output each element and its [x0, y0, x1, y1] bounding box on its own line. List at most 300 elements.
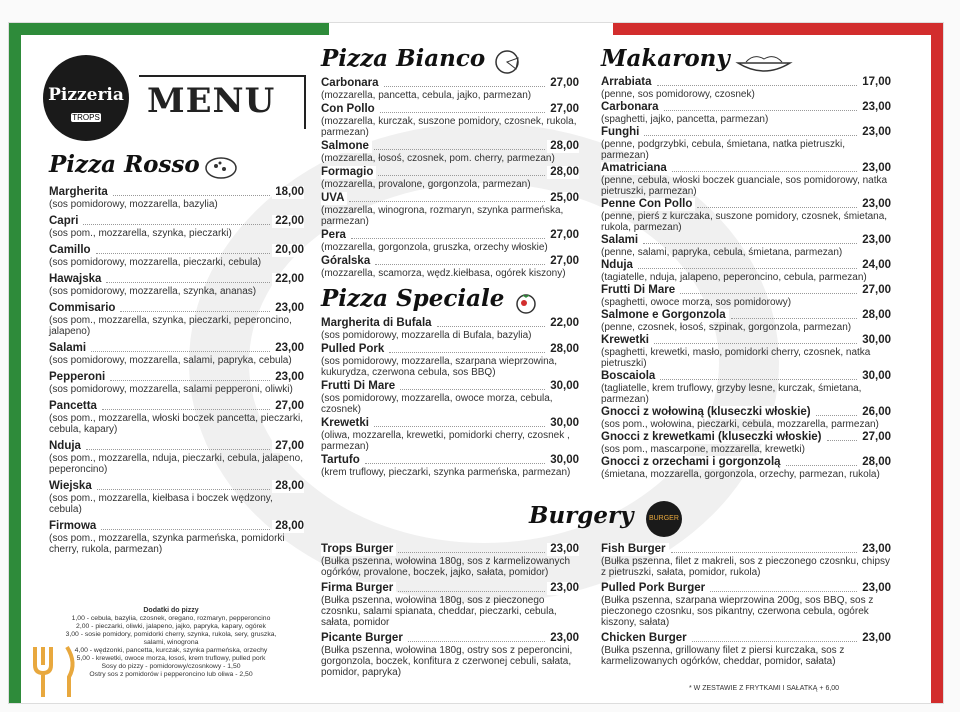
leader-dots: [638, 259, 857, 269]
menu-item-price: 23,00: [859, 543, 891, 556]
menu-item-description: (sos pomidorowy, mozzarella, owoce morza, cebula, czosnek): [321, 392, 553, 415]
menu-item: [601, 431, 891, 455]
menu-title: MENU: [147, 81, 276, 121]
menu-item-price: 23,00: [272, 371, 304, 384]
menu-item-row: [49, 371, 304, 384]
section-title: Pizza Bianco: [321, 45, 486, 72]
leader-dots: [86, 440, 270, 450]
pizza-addons: [61, 607, 281, 679]
menu-item-row: [601, 162, 891, 175]
menu-item-description: (penne, czosnek, łosoś, szpinak, gorgonzola, parmezan): [601, 321, 852, 333]
menu-item-name: Amatriciana: [601, 162, 670, 175]
menu-item-name: Formagio: [321, 166, 376, 179]
pizzeria-logo: [43, 55, 129, 141]
menu-item-row: [321, 255, 579, 268]
menu-item-row: [601, 234, 891, 247]
menu-item-description: (mozzarella, winogrona, rozmaryn, szynka parmeńska, parmezan): [321, 204, 564, 227]
flag-side-red: [931, 23, 943, 703]
menu-item: [321, 255, 579, 279]
menu-item-name: Carbonara: [601, 101, 662, 114]
menu-item: [601, 309, 891, 333]
menu-item-description: (spaghetti, krewetki, masło, pomidorki cherry, czosnek, natka pietruszki): [601, 346, 871, 369]
leader-dots: [91, 342, 270, 352]
addons-title: Dodatki do pizzy: [143, 607, 199, 614]
leader-dots: [827, 431, 858, 441]
section-header-makarony: [601, 45, 891, 75]
menu-item-price: 17,00: [859, 76, 891, 89]
pasta-bowl-icon: [734, 49, 794, 75]
section-header-bianco: [321, 45, 579, 75]
menu-item-price: 30,00: [547, 417, 579, 430]
leader-dots: [786, 456, 858, 466]
menu-item: [601, 101, 891, 125]
menu-item-description: (mozzarella, gorgonzola, gruszka, orzechy włoskie): [321, 241, 548, 253]
flag-stripe-green: [9, 23, 329, 35]
menu-item-name: Frutti Di Mare: [601, 284, 678, 297]
menu-item-description: (mozzarella, provalone, gorgonzola, parmezan): [321, 178, 531, 190]
leader-dots: [731, 309, 858, 319]
menu-item-price: 24,00: [859, 259, 891, 272]
menu-item-name: Chicken Burger: [601, 632, 690, 645]
menu-item: [321, 140, 579, 164]
menu-item-price: 28,00: [547, 166, 579, 179]
menu-item: [49, 440, 304, 475]
menu-item-price: 23,00: [859, 162, 891, 175]
menu-item-name: Krewetki: [321, 417, 372, 430]
tomato-icon: [509, 289, 543, 315]
menu-item-price: 23,00: [859, 632, 891, 645]
menu-item: [601, 126, 891, 161]
menu-item-price: 28,00: [859, 309, 891, 322]
menu-item-name: Boscaiola: [601, 370, 658, 383]
leader-dots: [101, 520, 270, 530]
menu-item-row: [601, 284, 891, 297]
leader-dots: [400, 380, 545, 390]
leader-dots: [375, 255, 545, 265]
menu-item-row: [321, 166, 579, 179]
menu-item-description: (penne, sos pomidorowy, czosnek): [601, 88, 755, 100]
menu-item-row: [321, 229, 579, 242]
leader-dots: [816, 406, 858, 416]
flag-stripe-red: [613, 23, 943, 35]
section-header-speciale: [321, 285, 579, 315]
leader-dots: [106, 273, 270, 283]
menu-item-description: (Bułka pszenna, filet z makreli, sos z pieczonego czosnku, chipsy z pietruszki, sałata, pomidor, rukola): [601, 556, 891, 578]
menu-item-row: [321, 380, 579, 393]
menu-item-name: Pera: [321, 229, 349, 242]
menu-item: [321, 229, 579, 253]
menu-item-row: [321, 77, 579, 90]
menu-item: [321, 343, 579, 378]
menu-item-description: (sos pomidorowy, mozzarella, salami, papryka, cebula): [49, 354, 292, 366]
makarony-list: [601, 76, 891, 480]
menu-item-price: 28,00: [859, 456, 891, 469]
logo-main-text: Pizzeria: [48, 85, 124, 105]
menu-item-price: 27,00: [547, 229, 579, 242]
menu-item-price: 23,00: [859, 126, 891, 139]
menu-item-name: Salami: [601, 234, 641, 247]
menu-item-name: Pulled Pork Burger: [601, 582, 708, 595]
leader-dots: [96, 244, 271, 254]
menu-item-row: [49, 244, 304, 257]
menu-item-row: [601, 632, 891, 645]
menu-item: [49, 400, 304, 435]
menu-item: [321, 192, 579, 227]
menu-item-name: Gnocci z wołowiną (kluseczki włoskie): [601, 406, 814, 419]
addon-line: Sosy do pizzy - pomidorowy/czosnkowy - 1,50: [101, 663, 241, 670]
menu-item-row: [601, 582, 891, 595]
menu-item: [601, 456, 891, 480]
menu-item-price: 23,00: [547, 582, 579, 595]
menu-item-description: (Bułka pszenna, grillowany filet z piersi kurczaka, sos z karmelizowanych ogórków, cheddar, pomidor, sałata): [601, 645, 845, 667]
menu-item: [49, 244, 304, 268]
leader-dots: [398, 582, 545, 592]
menu-item: [601, 284, 891, 308]
menu-item-name: Carbonara: [321, 77, 382, 90]
menu-item-price: 30,00: [547, 380, 579, 393]
addons-lines: [61, 615, 281, 679]
menu-item-row: [601, 101, 891, 114]
menu-item-description: (sos pom., mascarpone, mozzarella, krewetki): [601, 443, 805, 455]
menu-item-row: [321, 582, 579, 595]
menu-item-price: 27,00: [547, 77, 579, 90]
menu-item: [321, 77, 579, 101]
addon-line: 2,00 - pieczarki, oliwki, jalapeno, jajko, papryka, kapary, ogórek: [76, 623, 266, 630]
leader-dots: [408, 632, 545, 642]
leader-dots: [697, 198, 857, 208]
menu-item-row: [49, 342, 304, 355]
burger-note: * W ZESTAWIE Z FRYTKAMI I SAŁATKĄ + 6,00: [689, 685, 840, 692]
menu-item-name: Salami: [49, 342, 89, 355]
speciale-list: [321, 317, 579, 478]
menu-item: [601, 582, 891, 628]
menu-item: [601, 259, 891, 283]
menu-item-row: [601, 456, 891, 469]
leader-dots: [374, 140, 545, 150]
menu-item-name: Arrabiata: [601, 76, 655, 89]
menu-item-price: 27,00: [859, 431, 891, 444]
leader-dots: [680, 284, 857, 294]
menu-item-price: 28,00: [272, 480, 304, 493]
menu-item-row: [601, 543, 891, 556]
menu-item-price: 27,00: [272, 440, 304, 453]
menu-item: [601, 76, 891, 100]
menu-item-name: Nduja: [601, 259, 636, 272]
menu-item-description: (spaghetti, owoce morza, sos pomidorowy): [601, 296, 792, 308]
leader-dots: [389, 343, 545, 353]
menu-item-description: (sos pom., mozzarella, szynka, pieczarki): [49, 227, 232, 239]
menu-item-name: Salmone e Gorgonzola: [601, 309, 729, 322]
column-center: [321, 45, 579, 478]
menu-item-description: (sos pomidorowy, mozzarella, salami pepperoni, oliwki): [49, 383, 293, 395]
section-title: Makarony: [601, 45, 730, 72]
menu-item-description: (mozzarella, łosoś, czosnek, pom. cherry, parmezan): [321, 152, 555, 164]
section-title: Pizza Rosso: [49, 151, 200, 178]
menu-item-description: (tagliatelle, krem truflowy, grzyby lesne, kurczak, śmietana, parmezan): [601, 382, 862, 405]
menu-item-row: [49, 186, 304, 199]
leader-dots: [102, 400, 270, 410]
menu-item-description: (Bułka pszenna, wołowina 180g, sos z pieczonego czosnku, salami spianata, cheddar, pieczarki, cebula, sałata, pomidor: [321, 595, 557, 628]
bianco-list: [321, 77, 579, 279]
section-header-burgery: [529, 501, 682, 537]
leader-dots: [710, 582, 857, 592]
menu-item-description: (tagiatelle, nduja, jalapeno, peperoncino, cebula, parmezan): [601, 271, 867, 283]
leader-dots: [378, 166, 545, 176]
column-pizza-rosso: [49, 151, 304, 555]
menu-item: [321, 103, 579, 138]
menu-item-price: 27,00: [547, 103, 579, 116]
leader-dots: [351, 229, 545, 239]
section-header-rosso: [49, 151, 304, 181]
menu-item: [601, 406, 891, 430]
menu-item-price: 23,00: [859, 101, 891, 114]
menu-item: [49, 371, 304, 395]
menu-item-row: [601, 370, 891, 383]
menu-item: [49, 480, 304, 515]
menu-item-description: (sos pomidorowy, mozzarella, pieczarki, cebula): [49, 256, 262, 268]
menu-item-price: 28,00: [547, 343, 579, 356]
leader-dots: [398, 543, 545, 553]
menu-item-name: Trops Burger: [321, 543, 396, 556]
menu-item-row: [321, 543, 579, 556]
menu-item: [321, 454, 579, 478]
menu-item-price: 30,00: [547, 454, 579, 467]
addon-line: 3,00 - sosie pomidory, pomidorki cherry, szynka, rukola, sery, gruszka, salami, winogrona: [65, 631, 277, 646]
menu-sheet: [8, 22, 944, 704]
logo-sub-text: TROPS: [72, 113, 100, 122]
menu-item: [49, 342, 304, 366]
menu-item-name: Funghi: [601, 126, 642, 139]
leader-dots: [664, 101, 858, 111]
menu-item-price: 25,00: [547, 192, 579, 205]
menu-item-name: Fish Burger: [601, 543, 669, 556]
menu-item-row: [321, 192, 579, 205]
menu-item-price: 23,00: [859, 198, 891, 211]
leader-dots: [654, 334, 857, 344]
menu-item-price: 23,00: [547, 632, 579, 645]
menu-item-description: (sos pomidorowy, mozzarella, szynka, ananas): [49, 285, 257, 297]
menu-item-name: Nduja: [49, 440, 84, 453]
menu-item-row: [321, 454, 579, 467]
menu-item-name: Capri: [49, 215, 81, 228]
menu-item-row: [49, 520, 304, 533]
menu-item: [601, 334, 891, 369]
menu-item-row: [321, 140, 579, 153]
leader-dots: [113, 186, 270, 196]
menu-item-name: Penne Con Pollo: [601, 198, 695, 211]
addon-line: Ostry sos z pomidorów i pepperoncino lub oliwa - 2,50: [89, 671, 253, 678]
menu-item-name: Pancetta: [49, 400, 100, 413]
burger-list-right: [601, 539, 891, 667]
menu-item-description: (oliwa, mozzarella, krewetki, pomidorki cherry, czosnek , parmezan): [321, 429, 570, 452]
menu-item-name: Firmowa: [49, 520, 99, 533]
pizza-slice-icon: [490, 49, 524, 75]
menu-item: [601, 632, 891, 667]
menu-item-row: [49, 480, 304, 493]
menu-item-price: 27,00: [272, 400, 304, 413]
menu-item-description: (sos pom., mozzarella, szynka parmeńska, pomidorki cherry, rukola, parmezan): [49, 532, 285, 555]
menu-item-name: Wiejska: [49, 480, 95, 493]
leader-dots: [365, 454, 545, 464]
leader-dots: [437, 317, 546, 327]
menu-item-row: [601, 309, 891, 322]
menu-item-row: [321, 417, 579, 430]
menu-item: [601, 370, 891, 405]
section-title: Burgery: [529, 502, 634, 530]
menu-item-price: 20,00: [272, 244, 304, 257]
menu-item-description: (sos pomidorowy, mozzarella, bazylia): [49, 198, 218, 210]
leader-dots: [692, 632, 858, 642]
menu-item-description: (mozzarella, scamorza, wędz.kiełbasa, ogórek kiszony): [321, 267, 566, 279]
menu-item-row: [49, 215, 304, 228]
menu-item: [601, 162, 891, 197]
menu-item-description: (śmietana, mozzarella, gorgonzola, orzechy, parmezan, rukola): [601, 468, 880, 480]
menu-item-row: [321, 103, 579, 116]
menu-item-name: Pepperoni: [49, 371, 108, 384]
menu-item-price: 23,00: [547, 543, 579, 556]
menu-item-price: 27,00: [547, 255, 579, 268]
leader-dots: [660, 370, 857, 380]
menu-item-row: [49, 302, 304, 315]
menu-item-price: 30,00: [859, 370, 891, 383]
menu-item: [49, 273, 304, 297]
menu-item-description: (krem truflowy, pieczarki, szynka parmeńska, parmezan): [321, 466, 571, 478]
menu-item-price: 28,00: [272, 520, 304, 533]
leader-dots: [643, 234, 857, 244]
menu-item-name: Gnocci z krewetkami (kluseczki włoskie): [601, 431, 825, 444]
menu-item-description: (spaghetti, jajko, pancetta, parmezan): [601, 113, 769, 125]
burger-badge-icon: BURGER: [646, 501, 682, 537]
menu-item-price: 18,00: [272, 186, 304, 199]
menu-item: [321, 632, 579, 678]
menu-item-description: (sos pomidorowy, mozzarella, szarpana wieprzowina, kukurydza, czerwona cebula, sos BBQ): [321, 355, 558, 378]
menu-item-name: Frutti Di Mare: [321, 380, 398, 393]
menu-item-description: (penne, salami, papryka, cebula, śmietana, parmezan): [601, 246, 843, 258]
leader-dots: [384, 77, 546, 87]
menu-item-description: (penne, podgrzybki, cebula, śmietana, natka pietruszki, parmezan): [601, 138, 846, 161]
leader-dots: [644, 126, 857, 136]
menu-item-row: [601, 406, 891, 419]
menu-item-price: 26,00: [859, 406, 891, 419]
menu-item-description: (penne, pierś z kurczaka, suszone pomidory, czosnek, śmietana, rukola, parmezan): [601, 210, 888, 233]
menu-item-row: [601, 76, 891, 89]
menu-item: [321, 543, 579, 578]
menu-item: [321, 166, 579, 190]
menu-item-description: (sos pom., mozzarella, włoski boczek pancetta, pieczarki, cebula, kapary): [49, 412, 303, 435]
menu-item-name: Salmone: [321, 140, 372, 153]
menu-item-name: Gnocci z orzechami i gorgonzolą: [601, 456, 784, 469]
menu-item: [49, 520, 304, 555]
menu-item-description: (penne, cebula, włoski boczek guanciale, sos pomidorowy, natka pietruszki, parmezan): [601, 174, 888, 197]
menu-item: [601, 198, 891, 233]
menu-item-description: (sos pom., mozzarella, szynka, pieczarki, peperoncino, jalapeno): [49, 314, 292, 337]
addon-line: 5,00 - krewetki, owoce morza, łosoś, krem truflowy, pulled pork: [76, 655, 266, 662]
addon-line: 1,00 - cebula, bazylia, czosnek, oregano, rozmaryn, pepperoncino: [71, 615, 271, 622]
menu-item-name: UVA: [321, 192, 347, 205]
menu-item-row: [49, 400, 304, 413]
menu-item-price: 23,00: [859, 582, 891, 595]
menu-item-price: 23,00: [272, 342, 304, 355]
menu-item-description: (Bułka pszenna, szarpana wieprzowina 200g, sos BBQ, sos z pieczonego czosnku, sos pikantny, czerwona cebula, ogórek kiszony, sałata): [601, 595, 874, 628]
menu-item-price: 23,00: [272, 302, 304, 315]
leader-dots: [110, 371, 270, 381]
menu-item: [601, 543, 891, 578]
leader-dots: [97, 480, 270, 490]
menu-item: [49, 215, 304, 239]
menu-item-row: [49, 273, 304, 286]
menu-item: [321, 380, 579, 415]
leader-dots: [120, 302, 270, 312]
flag-side-green: [9, 23, 21, 703]
menu-item-name: Firma Burger: [321, 582, 396, 595]
column-makarony: [601, 45, 891, 480]
menu-item-description: (sos pom., mozzarella, kiełbasa i boczek wędzony, cebula): [49, 492, 273, 515]
menu-item-price: 27,00: [859, 284, 891, 297]
pizza-icon: [204, 155, 238, 181]
menu-item-row: [321, 632, 579, 645]
addon-line: 4,00 - wędzonki, pancetta, kurczak, szynka parmeńska, orzechy: [74, 647, 268, 654]
menu-item-name: Camillo: [49, 244, 94, 257]
menu-item-row: [601, 334, 891, 347]
burger-list-left: [321, 539, 579, 678]
menu-item-row: [321, 343, 579, 356]
menu-item-name: Commisario: [49, 302, 118, 315]
menu-item-name: Con Pollo: [321, 103, 378, 116]
menu-item: [321, 582, 579, 628]
menu-item-price: 22,00: [547, 317, 579, 330]
menu-item-row: [49, 440, 304, 453]
section-title: Pizza Speciale: [321, 284, 505, 312]
leader-dots: [374, 417, 545, 427]
menu-item-row: [601, 259, 891, 272]
fork-knife-icon: [27, 643, 85, 699]
menu-item-name: Pulled Pork: [321, 343, 387, 356]
menu-item-description: (mozzarella, pancetta, cebula, jajko, parmezan): [321, 89, 532, 101]
menu-item-name: Krewetki: [601, 334, 652, 347]
menu-item-price: 23,00: [859, 234, 891, 247]
leader-dots: [672, 162, 857, 172]
menu-item-description: (sos pom., wołowina, pieczarki, cebula, mozzarella, parmezan): [601, 418, 879, 430]
menu-item-description: (Bułka pszenna, wołowina 180g, sos z karmelizowanych ogórków, provalone, boczek, jajko, sałata, pomidor): [321, 556, 571, 578]
menu-item-row: [601, 431, 891, 444]
leader-dots: [83, 215, 270, 225]
menu-item-description: (Bułka pszenna, wołowina 180g, ostry sos z peperoncini, gorgonzola, boczek, konfitura z czerwonej cebuli, sałata, pomidor, papryka): [321, 645, 573, 678]
menu-item-row: [601, 198, 891, 211]
menu-item: [49, 186, 304, 210]
menu-item-name: Góralska: [321, 255, 373, 268]
menu-item-description: (mozzarella, kurczak, suszone pomidory, czosnek, rukola, parmezan): [321, 115, 577, 138]
menu-item-name: Margherita: [49, 186, 111, 199]
menu-item-price: 22,00: [272, 215, 304, 228]
menu-item-row: [601, 126, 891, 139]
menu-item-name: Tartufo: [321, 454, 363, 467]
leader-dots: [671, 543, 858, 553]
menu-item-price: 30,00: [859, 334, 891, 347]
menu-item-price: 28,00: [547, 140, 579, 153]
rosso-list: [49, 186, 304, 555]
menu-item: [321, 317, 579, 341]
menu-item-name: Picante Burger: [321, 632, 406, 645]
menu-item: [321, 417, 579, 452]
leader-dots: [657, 76, 858, 86]
menu-item-name: Margherita di Bufala: [321, 317, 435, 330]
menu-item: [49, 302, 304, 337]
menu-item-price: 22,00: [272, 273, 304, 286]
menu-item-description: (sos pomidorowy, mozzarella di Bufala, bazylia): [321, 329, 532, 341]
leader-dots: [349, 192, 545, 202]
menu-item: [601, 234, 891, 258]
menu-item-row: [321, 317, 579, 330]
